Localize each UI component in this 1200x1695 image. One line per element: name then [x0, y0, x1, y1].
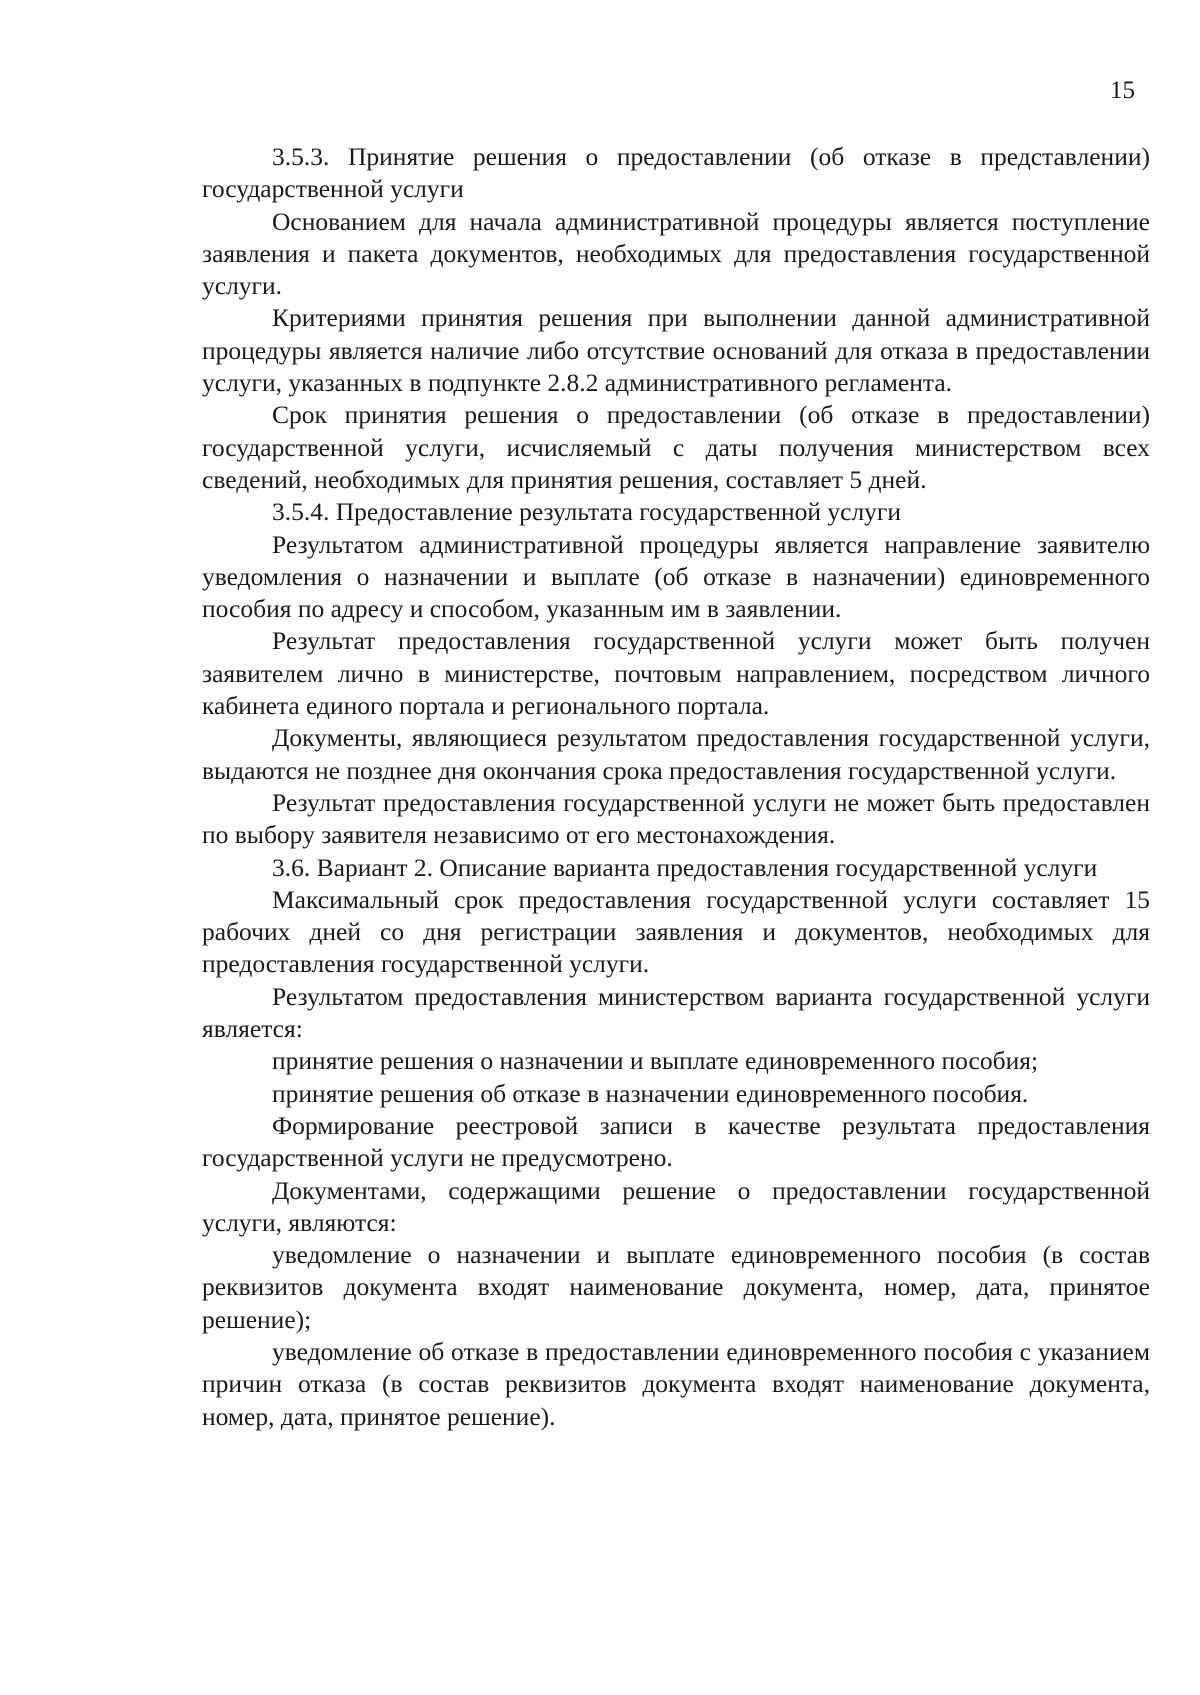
paragraph-result-delivery: Результат предоставления государственной услуги может быть получен заявителем лично в министерстве, почтовым направлением, посредством личного кабинета единого портала и регионального портала.: [202, 626, 1150, 721]
paragraph-registry-entry: Формирование реестровой записи в качестве результата предоставления государственной услуги не предусмотрено.: [202, 1110, 1150, 1173]
paragraph-result-location: Результат предоставления государственной услуги не может быть предоставлен по выбору заявителя независимо от его местонахождения.: [202, 787, 1150, 850]
list-item-refusal-notice: уведомление об отказе в предоставлении единовременного пособия с указанием причин отказа (в состав реквизитов документа входят наименование документа, номер, дата, принятое решение).: [202, 1336, 1150, 1431]
section-heading-3-6: 3.6. Вариант 2. Описание варианта предоставления государственной услуги: [272, 852, 1098, 882]
paragraph-variant-result: Результатом предоставления министерством варианта государственной услуги является:: [202, 981, 1150, 1044]
section-heading-3-5-3: 3.5.3. Принятие решения о предоставлении (об отказе в представлении) государственной услуги: [202, 142, 1150, 204]
paragraph-criteria: Критериями принятия решения при выполнении данной административной процедуры является наличие либо отсутствие оснований для отказа в предоставлении услуги, указанных в подпункте 2.8.2 административного регламента.: [202, 303, 1150, 398]
paragraph-max-term: Максимальный срок предоставления государственной услуги составляет 15 рабочих дней со дня регистрации заявления и документов, необходимых для предоставления государственной услуги.: [202, 884, 1150, 979]
list-item-grant-notice: уведомление о назначении и выплате единовременного пособия (в состав реквизитов документа входят наименование документа, номер, дата, принятое решение);: [202, 1240, 1150, 1334]
paragraph-basis: Основанием для начала административной процедуры является поступление заявления и пакета документов, необходимых для предоставления государственной услуги.: [202, 206, 1150, 301]
list-item-grant-decision: принятие решения о назначении и выплате единовременного пособия;: [272, 1046, 1039, 1076]
paragraph-procedure-result: Результатом административной процедуры является направление заявителю уведомления о назначении и выплате (об отказе в назначении) единовременного пособия по адресу и способом, указанным им в заявлении.: [202, 529, 1150, 624]
list-item-refusal-decision: принятие решения об отказе в назначении единовременного пособия.: [272, 1078, 1029, 1108]
document-body: [202, 141, 1150, 1433]
paragraph-result-documents: Документы, являющиеся результатом предоставления государственной услуги, выдаются не позднее дня окончания срока предоставления государственной услуги.: [202, 723, 1150, 785]
paragraph-decision-term: Срок принятия решения о предоставлении (об отказе в предоставлении) государственной услуги, исчисляемый с даты получения министерством всех сведений, необходимых для принятия решения, составляет 5 дней.: [202, 400, 1150, 494]
paragraph-decision-documents: Документами, содержащими решение о предоставлении государственной услуги, являются:: [202, 1175, 1150, 1237]
page-number: 15: [1110, 77, 1135, 104]
section-heading-3-5-4: 3.5.4. Предоставление результата государственной услуги: [272, 497, 902, 527]
